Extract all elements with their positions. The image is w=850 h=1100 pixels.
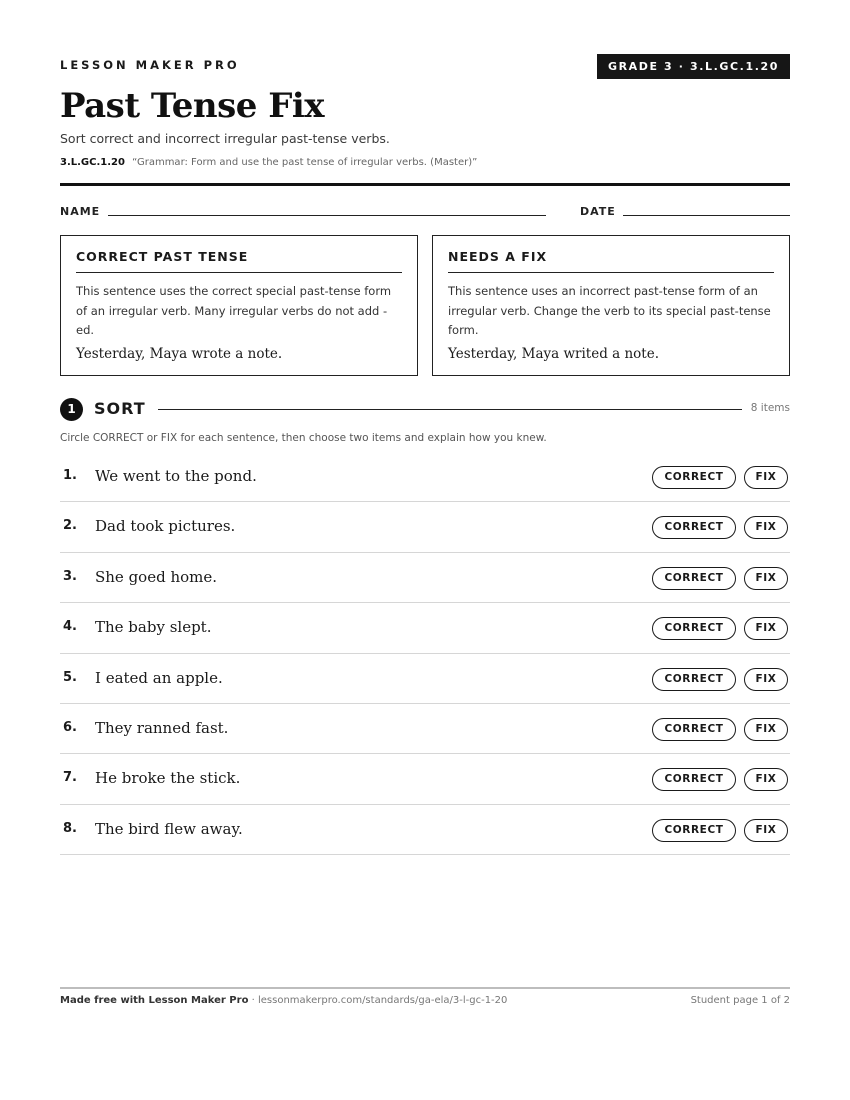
list-item — [60, 805, 790, 855]
sentence-list — [60, 452, 790, 855]
page-indicator: Student page 1 of 2 — [690, 995, 790, 1006]
footer-divider — [60, 987, 790, 989]
fix-choice-button[interactable]: FIX — [744, 718, 788, 741]
item-sentence: The baby slept. — [95, 618, 212, 637]
page-subtitle: Sort correct and incorrect irregular past-tense verbs. — [60, 131, 390, 146]
list-item — [60, 553, 790, 603]
standard-description: “Grammar: Form and use the past tense of irregular verbs. (Master)” — [132, 157, 478, 168]
list-item — [60, 502, 790, 552]
item-number: 8. — [63, 820, 77, 836]
fix-choice-button[interactable]: FIX — [744, 516, 788, 539]
needs-a-fix-box — [432, 235, 790, 376]
list-item — [60, 754, 790, 804]
item-sentence: The bird flew away. — [95, 819, 243, 838]
box-example: Yesterday, Maya writed a note. — [448, 345, 660, 362]
standard-code: 3.L.GC.1.20 — [60, 157, 125, 168]
item-number: 7. — [63, 770, 77, 786]
fix-choice-button[interactable]: FIX — [744, 466, 788, 489]
list-item — [60, 603, 790, 653]
footer-url: · lessonmakerpro.com/standards/ga-ela/3-l-gc-1-20 — [248, 995, 508, 1006]
name-label: NAME — [60, 205, 101, 218]
item-number: 2. — [63, 518, 77, 534]
item-count: 8 items — [750, 402, 790, 414]
brand-name: LESSON MAKER PRO — [60, 58, 240, 72]
correct-choice-button[interactable]: CORRECT — [652, 718, 736, 741]
fix-choice-button[interactable]: FIX — [744, 668, 788, 691]
header-divider — [60, 183, 790, 186]
item-number: 3. — [63, 568, 77, 584]
item-number: 5. — [63, 669, 77, 685]
section-number-badge: 1 — [60, 398, 83, 421]
list-item — [60, 704, 790, 754]
date-label: DATE — [580, 205, 616, 218]
item-sentence: He broke the stick. — [95, 769, 241, 788]
fix-choice-button[interactable]: FIX — [744, 768, 788, 791]
item-sentence: They ranned fast. — [95, 718, 229, 737]
list-item — [60, 452, 790, 502]
standard-line — [60, 157, 477, 168]
fix-choice-button[interactable]: FIX — [744, 819, 788, 842]
box-description: This sentence uses the correct special past-tense form of an irregular verb. Many irregular verbs do not add -ed. — [76, 284, 392, 337]
item-number: 4. — [63, 619, 77, 635]
item-sentence: Dad took pictures. — [95, 517, 236, 536]
item-number: 6. — [63, 719, 77, 735]
section-title: SORT — [94, 399, 146, 418]
footer-credit — [60, 995, 507, 1006]
item-number: 1. — [63, 468, 77, 483]
fix-choice-button[interactable]: FIX — [744, 617, 788, 640]
page-title: Past Tense Fix — [60, 86, 325, 126]
section-instructions: Circle CORRECT or FIX for each sentence, then choose two items and explain how you knew. — [60, 432, 547, 444]
correct-choice-button[interactable]: CORRECT — [652, 516, 736, 539]
box-title: CORRECT PAST TENSE — [76, 249, 402, 273]
box-example: Yesterday, Maya wrote a note. — [76, 345, 283, 362]
worksheet-page — [60, 0, 790, 1100]
grade-badge: GRADE 3 · 3.L.GC.1.20 — [597, 54, 790, 79]
correct-choice-button[interactable]: CORRECT — [652, 768, 736, 791]
footer-brand: Made free with Lesson Maker Pro — [60, 995, 249, 1006]
item-sentence: We went to the pond. — [95, 467, 257, 485]
fix-choice-button[interactable]: FIX — [744, 567, 788, 590]
box-title: NEEDS A FIX — [448, 249, 774, 273]
date-field[interactable] — [623, 215, 790, 216]
item-sentence: I eated an apple. — [95, 668, 223, 687]
box-description: This sentence uses an incorrect past-tense form of an irregular verb. Change the verb to its special past-tense form. — [448, 284, 771, 337]
correct-past-tense-box — [60, 235, 418, 376]
correct-choice-button[interactable]: CORRECT — [652, 819, 736, 842]
section-divider — [158, 409, 742, 410]
list-item — [60, 654, 790, 704]
correct-choice-button[interactable]: CORRECT — [652, 466, 736, 489]
correct-choice-button[interactable]: CORRECT — [652, 668, 736, 691]
name-field[interactable] — [108, 215, 546, 216]
correct-choice-button[interactable]: CORRECT — [652, 567, 736, 590]
correct-choice-button[interactable]: CORRECT — [652, 617, 736, 640]
item-sentence: She goed home. — [95, 567, 218, 586]
